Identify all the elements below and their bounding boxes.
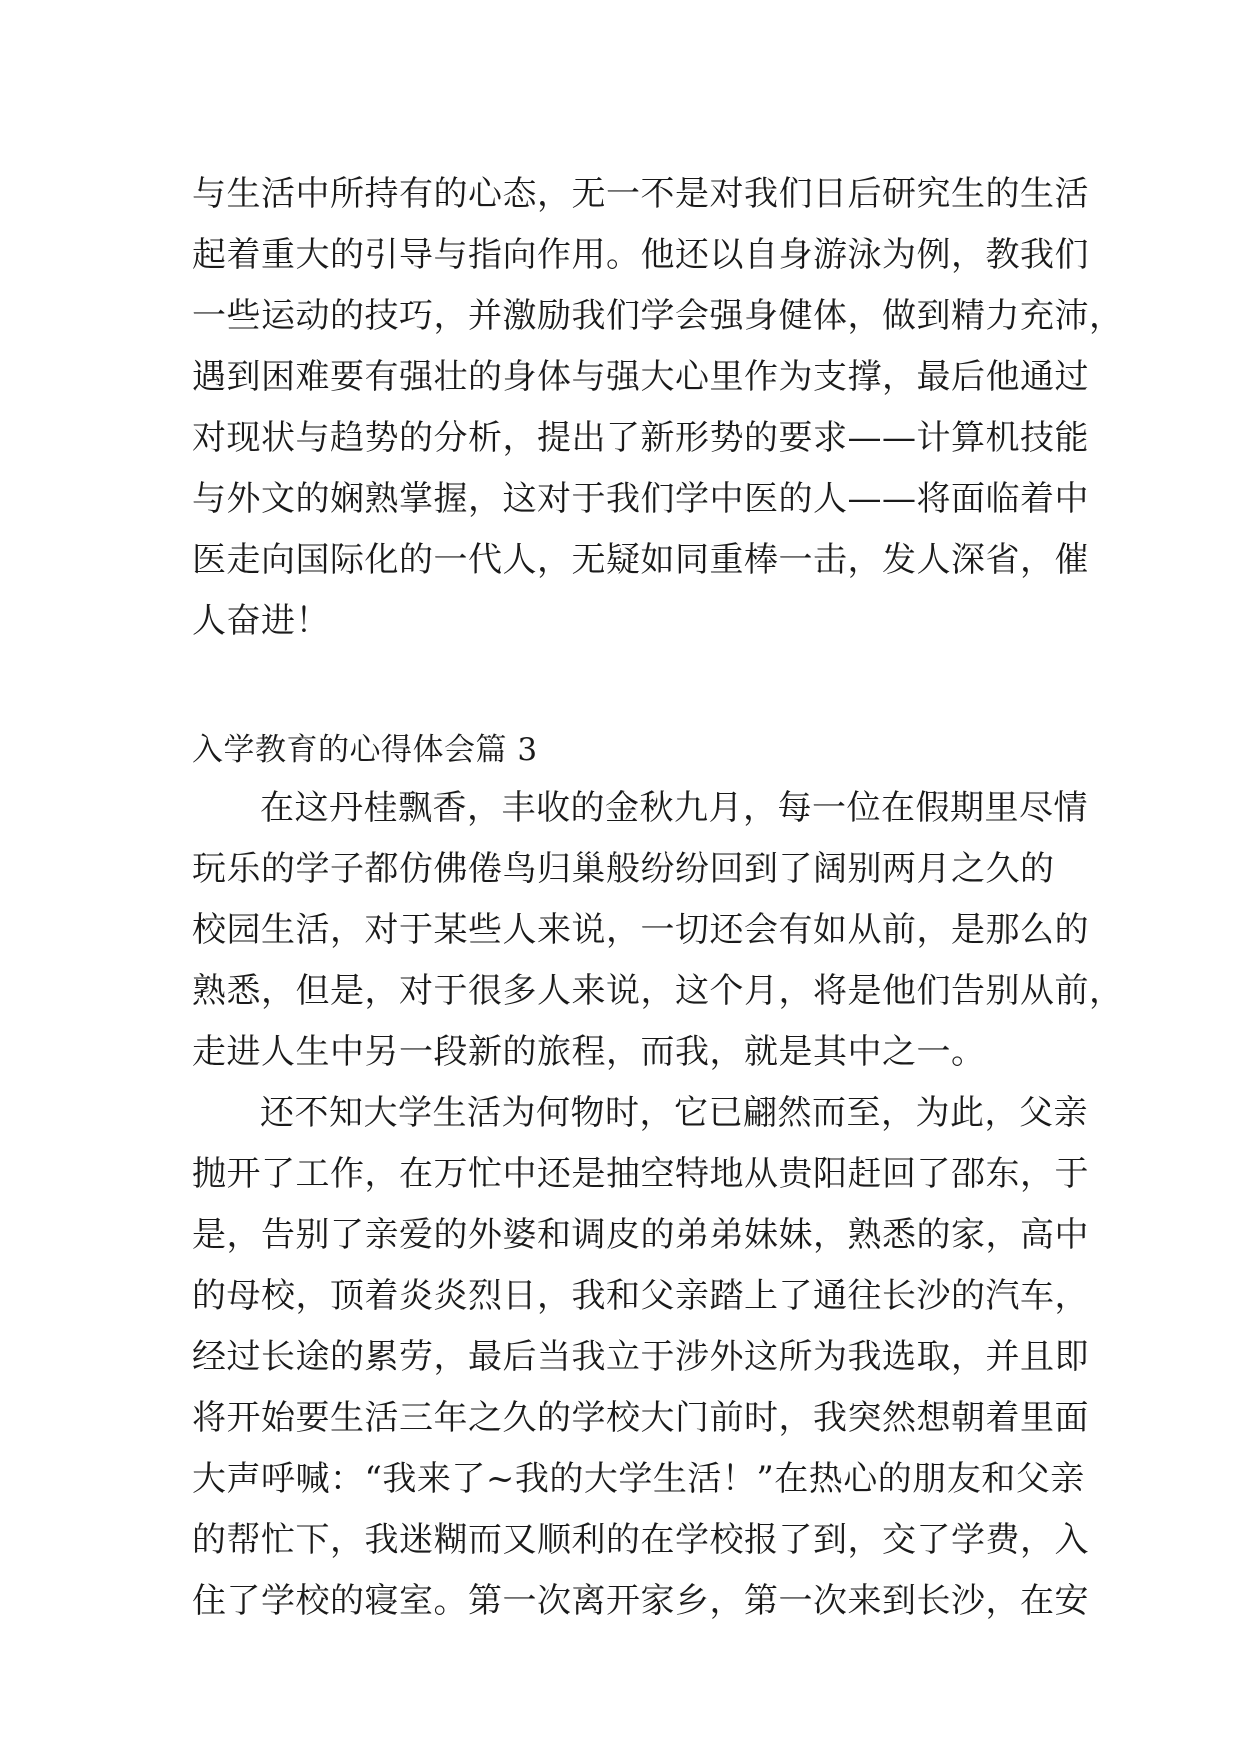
text-line: 与外文的娴熟掌握，这对于我们学中医的人——将面临着中: [192, 479, 1089, 519]
section-title: 入学教育的心得体会篇 3: [192, 732, 538, 768]
text-line: 大声呼喊：“我来了~我的大学生活！”在热心的朋友和父亲: [192, 1459, 1085, 1499]
text-line: 与生活中所持有的心态，无一不是对我们日后研究生的生活: [192, 174, 1089, 214]
text-line: 遇到困难要有强壮的身体与强大心里作为支撑，最后他通过: [192, 357, 1089, 397]
document-body: [192, 164, 1124, 1632]
text-line: 走进人生中另一段新的旅程，而我，就是其中之一。: [192, 1032, 986, 1072]
paragraph-narrative: [192, 1083, 1089, 1632]
paragraph-intro: [192, 778, 1124, 1083]
text-line: 是，告别了亲爱的外婆和调皮的弟弟妹妹，熟悉的家，高中: [192, 1215, 1089, 1255]
text-line: 抛开了工作，在万忙中还是抽空特地从贵阳赶回了邵东，于: [192, 1154, 1089, 1194]
text-line: 将开始要生活三年之久的学校大门前时，我突然想朝着里面: [192, 1398, 1089, 1438]
text-line: 对现状与趋势的分析，提出了新形势的要求——计算机技能: [192, 418, 1089, 458]
text-line: 熟悉，但是，对于很多人来说，这个月，将是他们告别从前，: [192, 971, 1124, 1011]
text-line: 住了学校的寝室。第一次离开家乡，第一次来到长沙，在安: [192, 1581, 1089, 1621]
text-line: 人奋进！: [192, 601, 330, 641]
section-spacer: [192, 652, 1052, 722]
text-line: 经过长途的累劳，最后当我立于涉外这所为我选取，并且即: [192, 1337, 1089, 1377]
text-line: 玩乐的学子都仿佛倦鸟归巢般纷纷回到了阔别两月之久的: [192, 849, 1055, 889]
text-line: 还不知大学生活为何物时，它已翩然而至，为此，父亲: [260, 1093, 1088, 1133]
text-line: 的帮忙下，我迷糊而又顺利的在学校报了到，交了学费，入: [192, 1520, 1089, 1560]
text-line: 一些运动的技巧，并激励我们学会强身健体，做到精力充沛，: [192, 296, 1124, 336]
paragraph-continued: [192, 164, 1124, 652]
text-line: 的母校，顶着炎炎烈日，我和父亲踏上了通往长沙的汽车，: [192, 1276, 1089, 1316]
text-line: 在这丹桂飘香，丰收的金秋九月，每一位在假期里尽情: [260, 788, 1088, 828]
text-line: 起着重大的引导与指向作用。他还以自身游泳为例，教我们: [192, 235, 1089, 275]
text-line: 医走向国际化的一代人，无疑如同重棒一击，发人深省，催: [192, 540, 1089, 580]
text-line: 校园生活，对于某些人来说，一切还会有如从前，是那么的: [192, 910, 1089, 950]
